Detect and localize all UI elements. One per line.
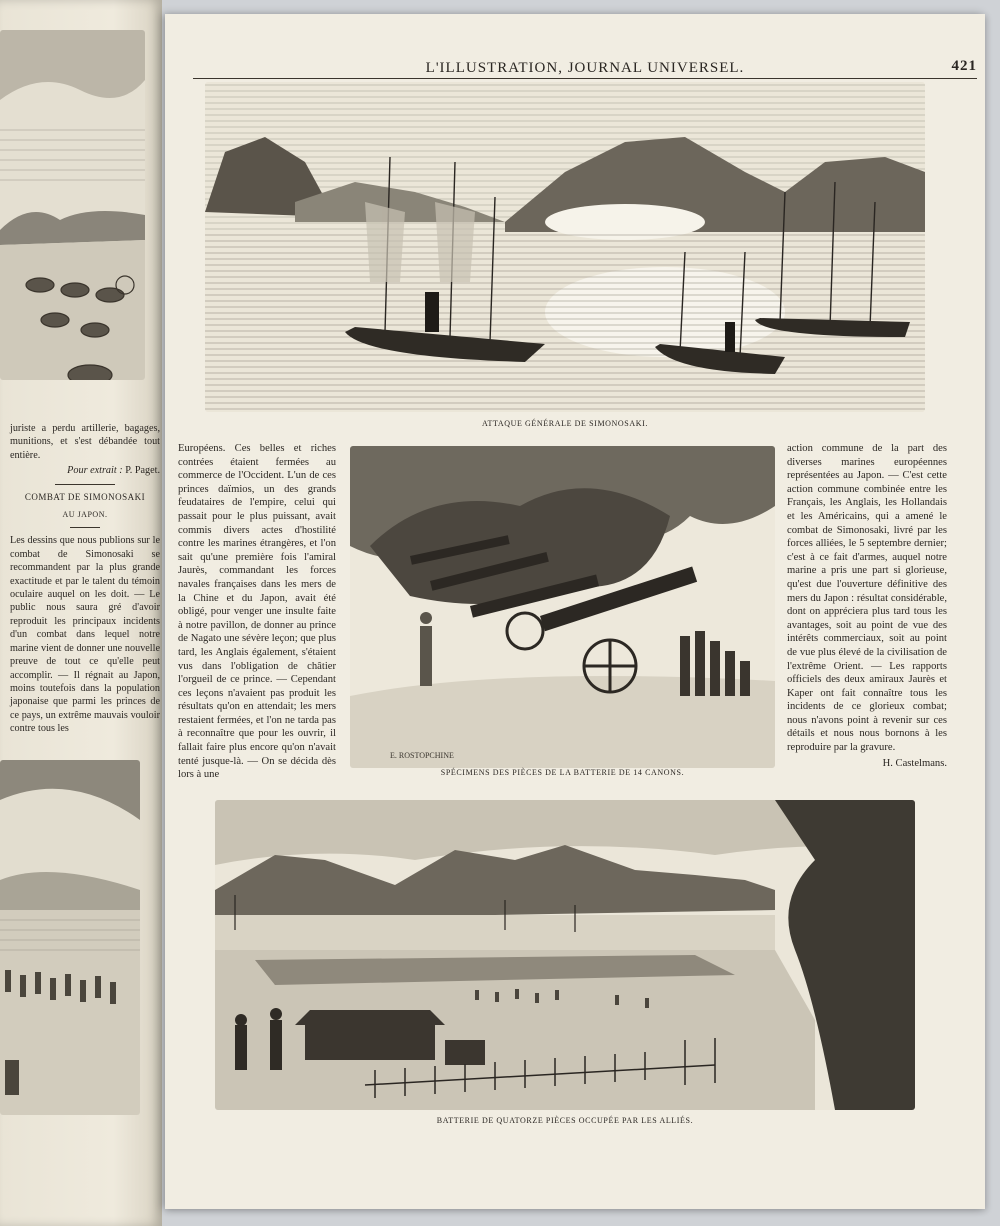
caption-middle: SPÉCIMENS DES PIÈCES DE LA BATTERIE DE 14 CANONS. bbox=[440, 768, 685, 777]
caption-bottom: BATTERIE DE QUATORZE PIÈCES OCCUPÉE PAR LES ALLIÉS. bbox=[436, 1116, 694, 1125]
article-subtitle: AU JAPON. bbox=[62, 510, 108, 520]
text-column-right bbox=[787, 442, 947, 770]
signature: H. Castelmans. bbox=[882, 757, 947, 769]
extract-author: P. Paget. bbox=[125, 465, 160, 477]
engraving-cannons bbox=[350, 446, 775, 768]
journal-title: L'ILLUSTRATION, JOURNAL UNIVERSEL. bbox=[425, 60, 745, 76]
divider bbox=[70, 527, 100, 528]
text-column-left bbox=[178, 442, 336, 782]
right-page bbox=[165, 14, 985, 1209]
column-right-text: action commune de la part des diverses marines européennes représentées au Japon. — C'est cette action commune combinée entre les Français, les Anglais, les Hollandais et les Américains, qui a amené le combat de Simonosaki, livré par les forces alliées, le 5 septembre dernier; c'est à ce fait d'armes, auquel notre marine a pris une part si glorieuse, qu'est due l'ouverture définitive des mers du Japon : résultat considérable, dont on appréciera plus tard tous les avantages, soit au point de vue des intérêts commerciaux, soit au point de vue plus élevé de la civilisation de l'extrême Orient. — Les rapports officiels des deux amiraux Jaurès et Kaper ont fait connaître tous les incidents de ce glorieux combat; nous n'avons point à revenir sur ces détails et nous nous bornons à les reproduire par la gravure. bbox=[787, 443, 947, 754]
page-header bbox=[193, 58, 977, 79]
column-left-text: Européens. Ces belles et riches contrées étaient fermées au commerce de l'Occident. L'un de ces princes daïmios, un des grands feudataires de l'empire, celui qui passait pour le plus puissant, avait commis divers actes d'hostilité contre les marines étrangères, et l'on sait qu'une première fois l'amiral Jaurès, commandant les forces navales françaises dans les mers de la Chine et du Japon, avait été obligé, pour venger une insulte faite à notre pavillon, de donner au prince de Nagato une sévère leçon; que plus tard, les Anglais également, s'étaient vus dans l'obligation de châtier l'orgueil de ce prince. — Cependant ces leçons n'avaient pas produit les résultats qu'on en attendait; les mers restaient fermées, et l'on ne tarda pas à reconnaître que pour les ouvrir, il fallait faire plus encore qu'on n'avait tenté jusque-là. — On se décida dès lors à une bbox=[178, 443, 336, 781]
engraving-naval-attack bbox=[205, 82, 925, 412]
engraver-signature: E. ROSTOPCHINE bbox=[390, 751, 454, 760]
extract-label: Pour extrait : bbox=[67, 465, 123, 477]
left-page-bottom-engraving bbox=[0, 760, 140, 1115]
left-page bbox=[0, 0, 162, 1226]
divider bbox=[55, 484, 115, 485]
page-number: 421 bbox=[951, 58, 977, 74]
engraving-battery-occupied bbox=[215, 800, 915, 1110]
left-intro-text: juriste a perdu artillerie, bagages, munitions, et s'est débandée tout entière. bbox=[10, 423, 160, 461]
caption-top: ATTAQUE GÉNÉRALE DE SIMONOSAKI. bbox=[482, 419, 648, 428]
left-page-top-engraving bbox=[0, 30, 145, 380]
left-page-text bbox=[10, 422, 160, 736]
article-title: COMBAT DE SIMONOSAKI bbox=[24, 491, 146, 502]
article-text: Les dessins que nous publions sur le combat de Simonosaki se recommandent par la plus grande exactitude et par le talent du témoin oculaire auquel on les doit. — Le public nous saura gré d'avoir reproduit les principaux incidents d'un combat dans lequel notre marine vient de donner une nouvelle preuve de tout ce qu'elle peut accomplir. — Il régnait au Japon, moins toutefois dans la population japonaise que parmi les princes de ce pays, un extrême mauvais vouloir contre tous les bbox=[10, 535, 160, 735]
